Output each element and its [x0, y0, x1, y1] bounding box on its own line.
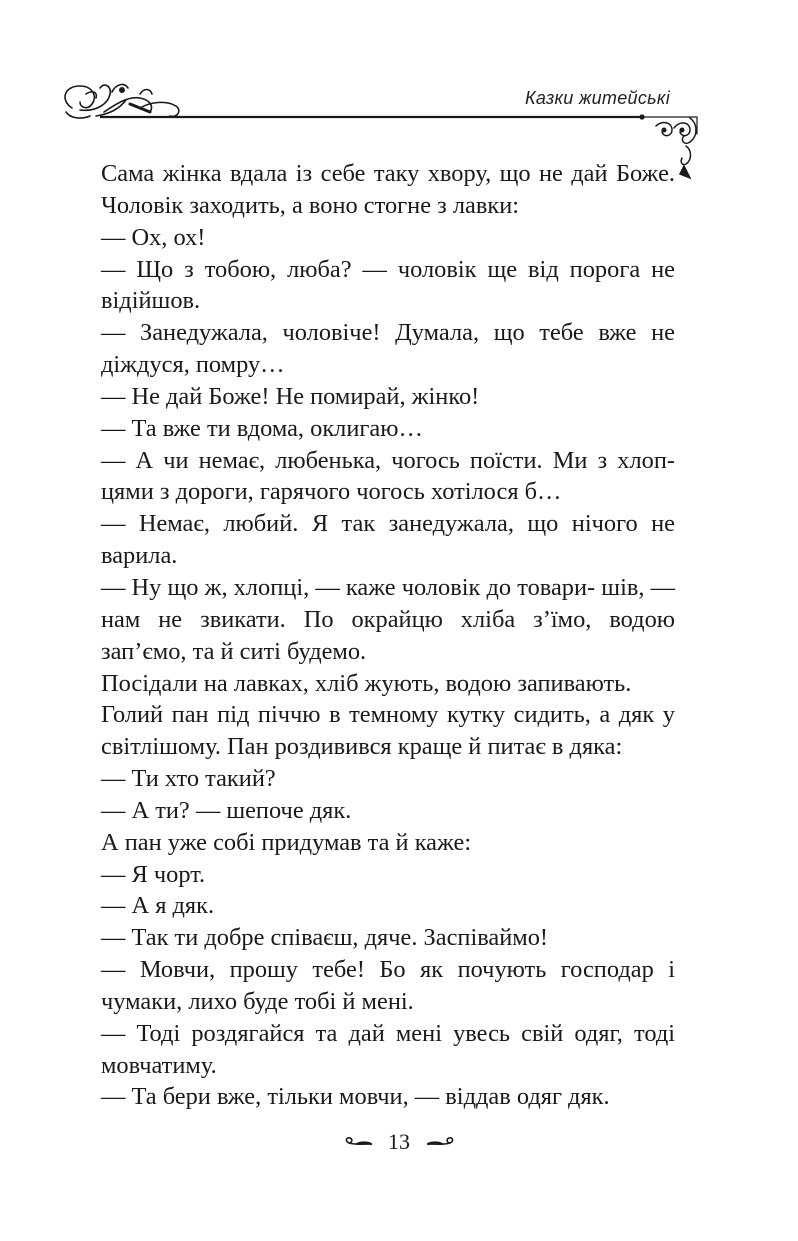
paragraph: — Так ти добре співаєш, дяче. Заспіваймо!: [101, 924, 549, 952]
paragraph: — Я чорт.: [101, 860, 206, 888]
paragraph: Голий пан під піччю в темному кутку сидить, а дяк у світлішому. Пан роздивився краще й питає в дяка:: [101, 701, 675, 761]
page-footer: [0, 1127, 798, 1155]
paragraph: — Та вже ти вдома, оклигаю…: [101, 414, 423, 442]
paragraph: — Ти хто такий?: [101, 765, 276, 793]
paragraph: — Тоді роздягайся та дай мені увесь свій одяг, тоді мовчатиму.: [101, 1019, 675, 1079]
paragraph: — А я дяк.: [101, 892, 215, 920]
paragraph: — Не дай Боже! Не помирай, жінко!: [101, 382, 480, 410]
paragraph: Сама жінка вдала із себе таку хвору, що не дай Боже. Чоловік заходить, а воно стогне з лавки:: [101, 160, 675, 219]
paragraph: А пан уже собі придумав та й каже:: [101, 828, 472, 856]
paragraph: — А чи немає, любенька, чогось поїсти. Ми з хлоп- цями з дороги, гарячого чогось хотілося б…: [101, 446, 675, 506]
art-nouveau-swirl-ornament-icon: [65, 85, 179, 119]
scroll-ornament-icon: [343, 1129, 373, 1155]
body-text: [101, 158, 675, 1113]
scroll-ornament-icon: [426, 1129, 456, 1155]
paragraph: — Та бери вже, тільки мовчи, — віддав одяг дяк.: [101, 1083, 610, 1111]
paragraph: — А ти? — шепоче дяк.: [101, 796, 352, 824]
paragraph: — Немає, любий. Я так занедужала, що нічого не варила.: [101, 510, 675, 570]
paragraph: — Мовчи, прошу тебе! Бо як почують господар і чумаки, лихо буде тобі й мені.: [101, 956, 675, 1015]
paragraph: — Ну що ж, хлопці, — каже чоловік до товари- шів, — нам не звикати. По окрайцю хліба з’їмо, водою зап’ємо, та й ситі будемо.: [101, 573, 675, 665]
paragraph: — Ох, ох!: [101, 223, 206, 251]
paragraph: — Що з тобою, люба? — чоловік ще від порога не відійшов.: [101, 255, 675, 315]
paragraph: — Занедужала, чоловіче! Думала, що тебе вже не діждуся, помру…: [101, 319, 675, 379]
page-number: 13: [388, 1128, 410, 1154]
paragraph: Посідали на лавках, хліб жують, водою запивають.: [101, 669, 632, 697]
running-title: Казки житейські: [525, 88, 670, 108]
